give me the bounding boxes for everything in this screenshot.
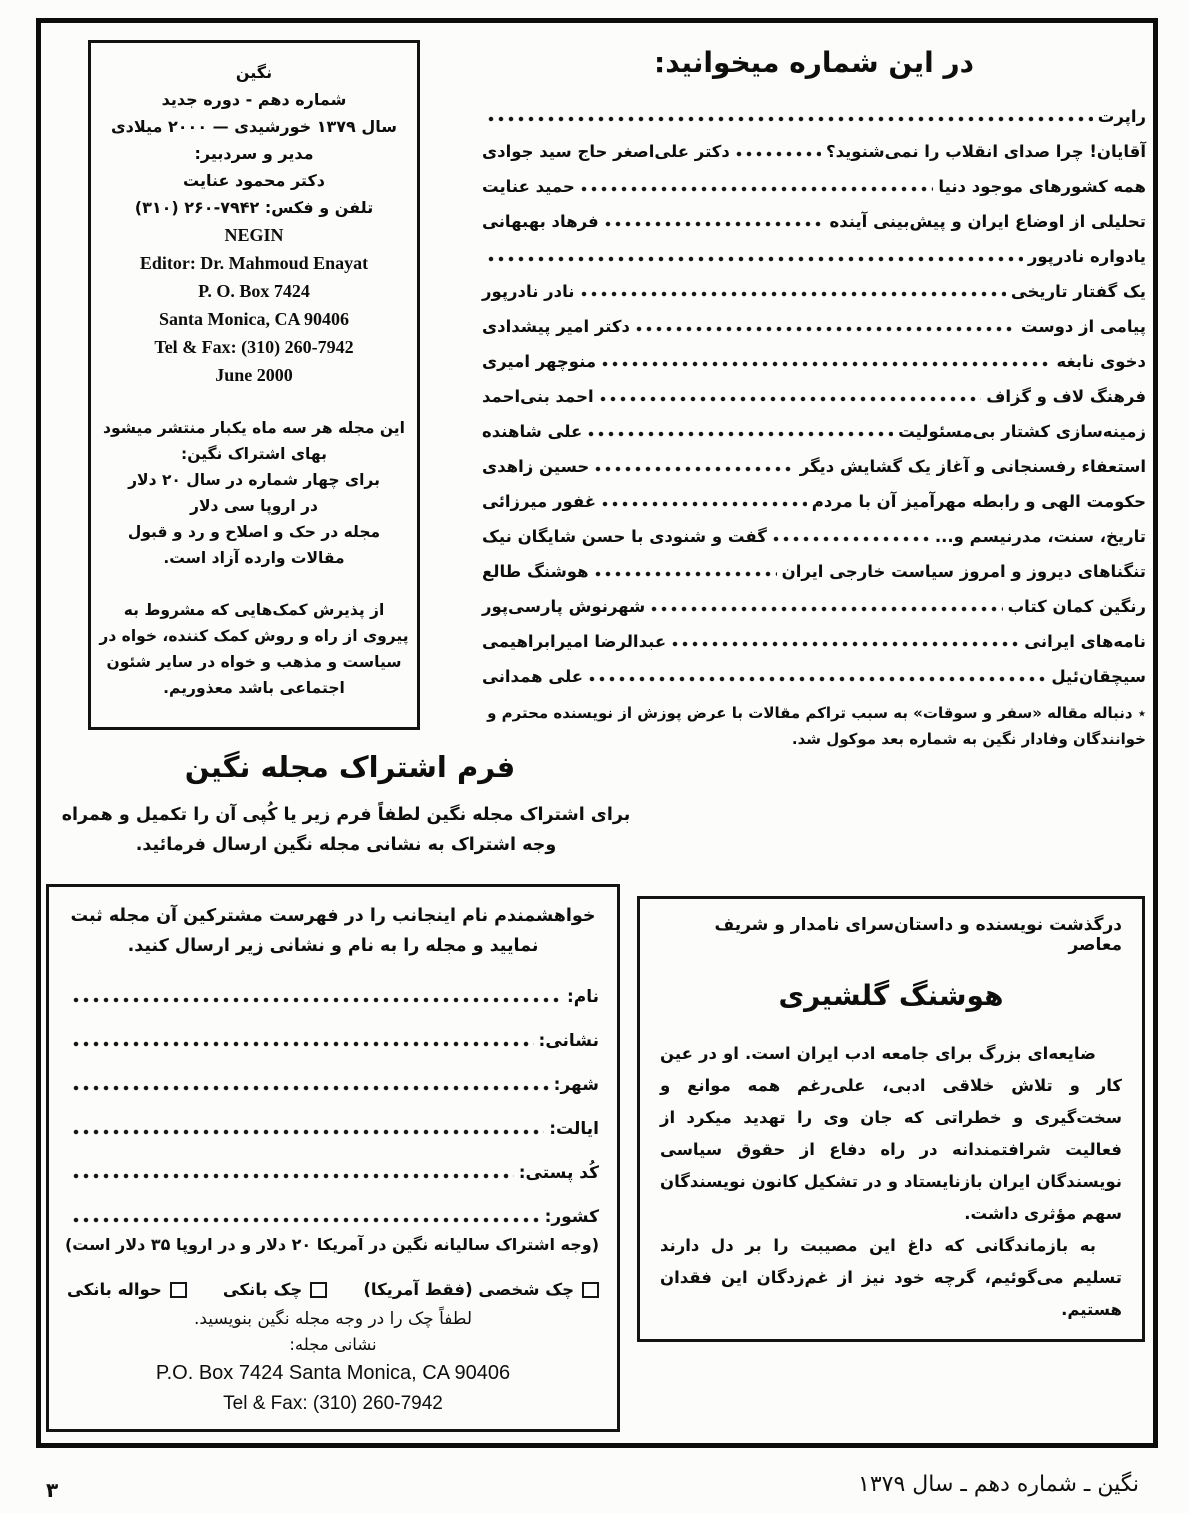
toc-row (482, 373, 1146, 408)
masthead-donation-policy: از پذیرش کمک‌هایی که مشروط به پیروی از راه و روش کمک کننده، خواه در سیاست و مذهب و خواه در سایر شئون اجتماعی باشد معذوریم. (99, 601, 409, 697)
subscribe-intro: برای اشتراک مجله نگین لطفاً فرم زیر یا کُپی آن را تکمیل و همراه وجه اشتراک به نشانی مجله نگین ارسال فرمائید. (61, 805, 631, 855)
form-fields (67, 965, 599, 1229)
masthead-editor-label: مدیر و سردبیر: (194, 144, 314, 163)
form-field-line[interactable] (72, 1080, 549, 1094)
dotted-leader (580, 181, 934, 195)
masthead-editor-name: دکتر محمود عنایت (183, 171, 325, 190)
toc-row (482, 513, 1146, 548)
dotted-leader (601, 356, 1051, 370)
toc-row (482, 303, 1146, 338)
payment-option-label: حواله بانکی (67, 1280, 162, 1299)
toc-row (482, 163, 1146, 198)
toc-entry-author: منوچهر امیری (482, 352, 597, 371)
masthead-phone-label: تلفن و فکس: (264, 198, 374, 217)
toc-row (482, 128, 1146, 163)
footer-page-number: ۳ (46, 1478, 59, 1502)
dotted-leader (487, 251, 1023, 265)
toc-entry-title: یادواره نادرپور (1027, 247, 1146, 266)
toc-footnote: ٭ دنباله مقاله «سفر و سوقات» به سبب تراکم مقالات با عرض پوزش از نویسنده محترم و خوانندگان وفادار نگین به شماره بعد موکول شد. (487, 704, 1146, 748)
form-field-line[interactable] (72, 1036, 534, 1050)
masthead-box (88, 40, 420, 730)
masthead-latin-city: Santa Monica, CA 90406 (158, 309, 349, 329)
footer-issue-line: نگین ـ شماره دهم ـ سال ۱۳۷۹ (858, 1472, 1139, 1497)
toc-entry-title: تاریخ، سنت، مدرنیسم و... (934, 527, 1146, 546)
form-field-row (67, 1097, 599, 1141)
masthead-price-line2: در اروپا سی دلار (190, 497, 318, 515)
toc-entry-author: عبدالرضا امیرابراهیمی (482, 632, 667, 651)
dotted-leader (599, 391, 982, 405)
toc-entry-title: نامه‌های ایرانی (1024, 632, 1146, 651)
toc-heading: در این شماره میخوانید: (654, 46, 974, 79)
toc-row (482, 233, 1146, 268)
toc-entry-title: تنگناهای دیروز و امروز سیاست خارجی ایران (781, 562, 1146, 581)
form-field-label: شهر: (553, 1075, 599, 1095)
toc-entry-title: فرهنگ لاف و گزاف (986, 387, 1146, 406)
form-field-label: نام: (566, 987, 599, 1007)
masthead-price-line1: برای چهار شماره در سال ۲۰ دلار (128, 471, 380, 489)
form-field-row (67, 1053, 599, 1097)
toc-row (482, 268, 1146, 303)
masthead-year: سال ۱۳۷۹ خورشیدی — ۲۰۰۰ میلادی (110, 117, 397, 136)
toc-entry-author: حمید عنایت (482, 177, 575, 196)
payment-option-label: چک بانکی (222, 1280, 303, 1299)
toc-entry-author: نادر نادرپور (482, 282, 575, 301)
toc-entry-title: همه کشورهای موجود دنیا (938, 177, 1146, 196)
toc-entry-author: هوشنگ طالع (482, 562, 589, 581)
dotted-leader (588, 671, 1046, 685)
form-field-row (67, 965, 599, 1009)
toc-entry-title: رنگین کمان کتاب (1007, 597, 1146, 616)
form-field-row (67, 1009, 599, 1053)
checkbox-icon[interactable] (582, 1282, 599, 1298)
toc-row (482, 478, 1146, 513)
masthead-publish-note: این مجله هر سه ماه یکبار منتشر میشود (103, 419, 405, 437)
payment-option (67, 1280, 187, 1299)
toc-entry-author: گفت و شنودی با حسن شایگان نیک (482, 527, 767, 546)
dotted-leader (594, 566, 777, 580)
dotted-leader (601, 496, 807, 510)
dotted-leader (487, 111, 1093, 125)
dotted-leader (671, 636, 1019, 650)
checkbox-icon[interactable] (310, 1282, 327, 1298)
form-price-note: (وجه اشتراک سالیانه نگین در آمریکا ۲۰ دلار و در اروپا ۳۵ دلار است) (64, 1235, 599, 1254)
magazine-title: نگین (235, 63, 273, 82)
form-field-line[interactable] (72, 992, 562, 1006)
dotted-leader (772, 531, 930, 545)
masthead-latin-editor: Editor: Dr. Mahmoud Enayat (139, 253, 369, 273)
masthead-issue: شماره دهم - دوره جدید (161, 90, 347, 109)
form-check-note: لطفاً چک را در وجه مجله نگین بنویسید. (193, 1309, 472, 1329)
toc-entry-title: حکومت الهی و رابطه مهرآمیز آن با مردم (811, 492, 1146, 511)
obituary-body2: به بازماندگانی که داغ این مصیبت را بر دل دارند تسلیم می‌گوئیم، گرچه خود نیز از غم‌زدگان این فقدان هستیم. (660, 1236, 1122, 1319)
form-address-line2: Tel & Fax: (310) 260-7942 (223, 1393, 443, 1414)
toc-entry-title: تحلیلی از اوضاع ایران و پیش‌بینی آینده (829, 212, 1146, 231)
masthead-latin-pobox: P. O. Box 7424 (198, 281, 310, 301)
toc-entry-author: دکتر علی‌اصغر حاج سید جوادی (482, 142, 730, 161)
toc-entry-author: غفور میرزائی (482, 492, 596, 511)
masthead-latin-title: NEGIN (224, 225, 284, 245)
form-request-text: خواهشمندم نام اینجانب را در فهرست مشترکین آن مجله ثبت نمایید و مجله را به نام و نشانی زیر ارسال کنید. (70, 906, 596, 956)
toc-entry-author: حسین زاهدی (482, 457, 590, 476)
toc-entry-author: شهرنوش پارسی‌پور (482, 597, 646, 616)
toc-row (482, 93, 1146, 128)
toc-entry-author: دکتر امیر پیشدادی (482, 317, 630, 336)
form-field-line[interactable] (72, 1168, 514, 1182)
form-field-label: کشور: (544, 1207, 599, 1227)
subscription-form-box (46, 884, 620, 1432)
payment-options (67, 1280, 599, 1299)
dotted-leader (604, 216, 825, 230)
obituary-intro: درگذشت نویسنده و داستان‌سرای نامدار و شریف معاصر (714, 915, 1122, 955)
masthead-latin-date: June 2000 (215, 365, 293, 385)
payment-option (223, 1280, 327, 1299)
form-field-label: ایالت: (549, 1119, 599, 1139)
toc-row (482, 198, 1146, 233)
toc-row (482, 548, 1146, 583)
table-of-contents (482, 46, 1146, 752)
toc-entry-title: سیچقان‌ئیل (1051, 667, 1146, 686)
toc-entry-title: استعفاء رفسنجانی و آغاز یک گشایش دیگر (799, 457, 1146, 476)
toc-list (482, 93, 1146, 688)
dotted-leader (735, 146, 821, 160)
payment-option (363, 1280, 599, 1299)
checkbox-icon[interactable] (170, 1282, 187, 1298)
toc-entry-title: زمینه‌سازی کشتار بی‌مسئولیت (898, 422, 1146, 441)
subscribe-heading: فرم اشتراک مجله نگین (184, 750, 516, 784)
obituary-box (637, 896, 1145, 1342)
form-field-label: نشانی: (538, 1031, 599, 1051)
masthead-subscription-label: بهای اشتراک نگین: (181, 445, 327, 463)
obituary-name: هوشنگ گلشیری (778, 979, 1004, 1012)
dotted-leader (587, 426, 893, 440)
masthead-phone (99, 194, 409, 221)
obituary-body1: ضایعه‌ای بزرگ برای جامعه ادب ایران است. او در عین کار و تلاش خلاقی ادبی، علی‌رغم همه موانع و سخت‌گیری و خطراتی که جان وی را تهدید میکرد از فعالیت شرافتمندانه در راه دفاع از حقوق سیاسی نویسندگان ایران بازنایستاد و در تشکیل کانون نویسندگان سهم مؤثری داشت. (660, 1044, 1122, 1223)
masthead-edit-policy: مجله در حک و اصلاح و رد و قبول مقالات وارده آزاد است. (127, 523, 381, 567)
toc-row (482, 338, 1146, 373)
dotted-leader (650, 601, 1002, 615)
toc-entry-author: فرهاد بهبهانی (482, 212, 599, 231)
toc-entry-title: یک گفتار تاریخی (1010, 282, 1146, 301)
toc-entry-author: علی همدانی (482, 667, 584, 686)
payment-option-label: چک شخصی (فقط آمریکا) (363, 1280, 574, 1299)
form-address-line1: P.O. Box 7424 Santa Monica, CA 90406 (155, 1362, 511, 1384)
dotted-leader (594, 461, 794, 475)
toc-entry-author: احمد بنی‌احمد (482, 387, 594, 406)
toc-entry-title: دخوی نابغه (1056, 352, 1146, 371)
dotted-leader (635, 321, 1016, 335)
form-field-line[interactable] (72, 1212, 540, 1226)
toc-entry-title: راپرت (1097, 107, 1146, 126)
masthead-phone-number: (۳۱۰) ۲۶۰-۷۹۴۲ (134, 198, 260, 217)
form-field-label: کُد پستی: (518, 1163, 599, 1183)
form-field-row (67, 1141, 599, 1185)
toc-entry-title: آقایان! چرا صدای انقلاب را نمی‌شنوید؟ (826, 142, 1146, 161)
toc-row (482, 443, 1146, 478)
masthead-latin-tel: Tel & Fax: (310) 260-7942 (154, 337, 354, 357)
form-field-row (67, 1185, 599, 1229)
toc-row (482, 408, 1146, 443)
toc-entry-author: علی شاهنده (482, 422, 583, 441)
toc-row (482, 653, 1146, 688)
toc-entry-title: پیامی از دوست (1020, 317, 1146, 336)
toc-row (482, 583, 1146, 618)
form-address-label: نشانی مجله: (289, 1335, 377, 1354)
dotted-leader (580, 286, 1006, 300)
toc-row (482, 618, 1146, 653)
form-field-line[interactable] (72, 1124, 544, 1138)
